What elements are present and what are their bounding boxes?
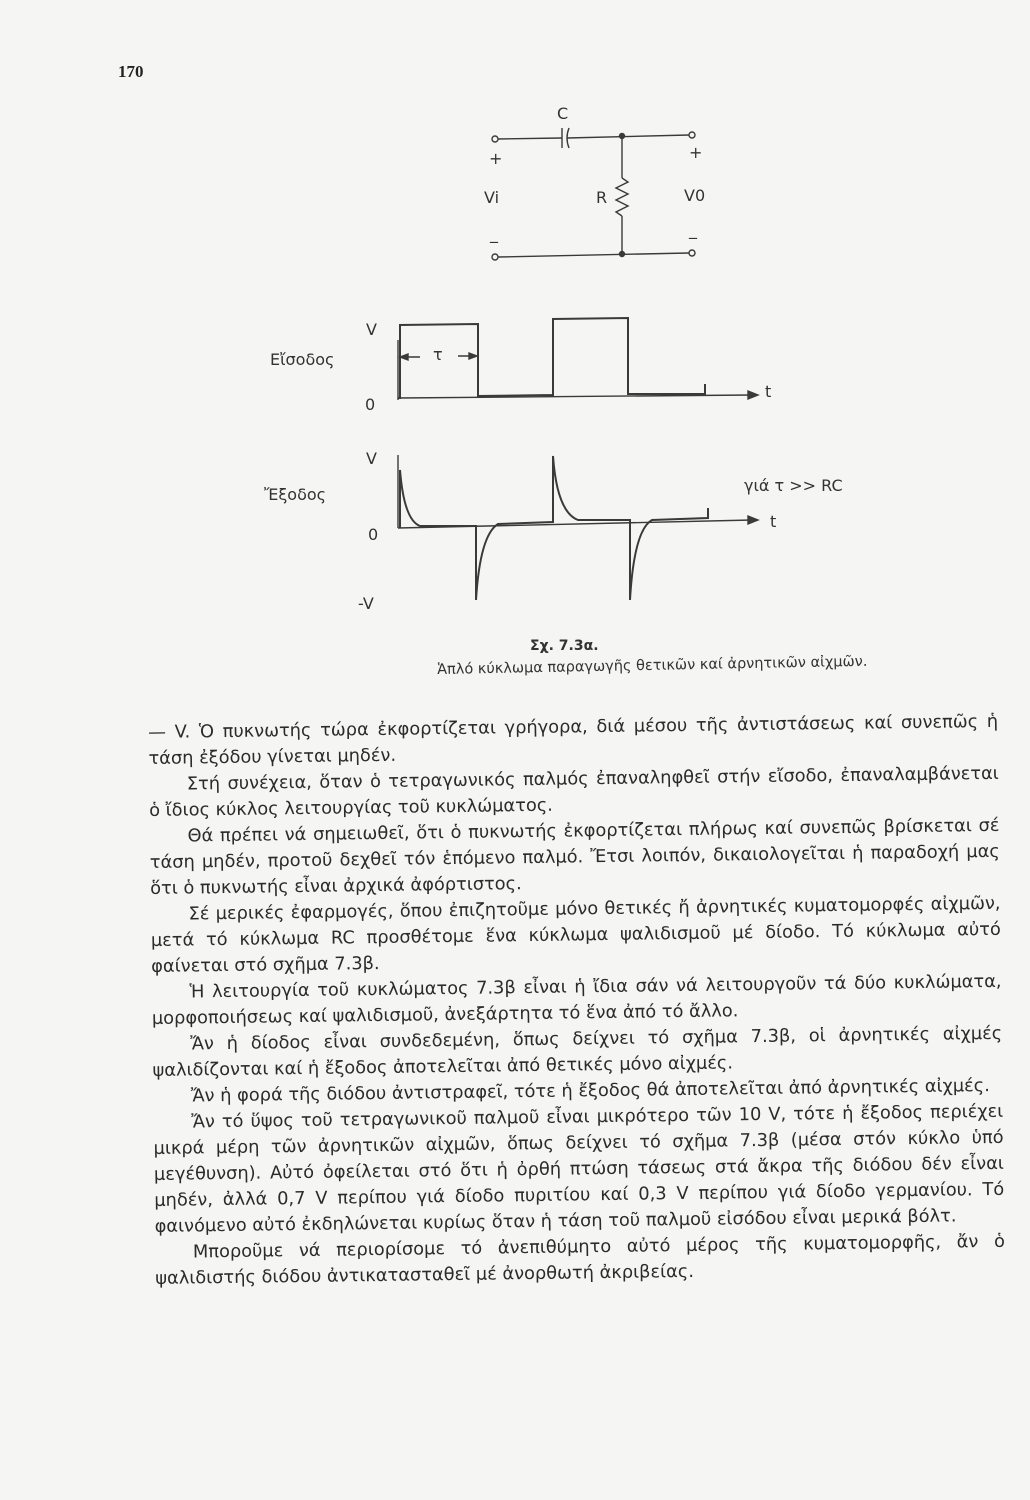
output-bottom-terminal — [689, 250, 695, 256]
output-minus-label: _ — [689, 220, 697, 239]
figure-drawing — [0, 0, 1030, 700]
input-t-arrow — [748, 391, 758, 399]
top-wire-left — [498, 138, 562, 139]
paragraph: Σέ μερικές ἐφαρμογές, ὅπου ἐπιζητοῦμε μόνο θετικές ἤ ἀρνητικές κυματομορφές αἰχμῶν, μετά τό κύκλωμα RC προσθέτομε ἕνα κύκλωμα ψαλιδισμοῦ μέ δίοδο. Τό κύκλωμα αὐτό φαίνεται στό σχῆμα 7.3β. — [150, 892, 1001, 977]
paragraph: Θά πρέπει νά σημειωθεῖ, ὅτι ὁ πυκνωτής ἐκφορτίζεται πλήρως καί συνεπῶς βρίσκεται σέ τάση μηδέν, προτοῦ δεχθεῖ τόν ἑπόμενο παλμό. Ἔτσι λοιπόν, δικαιολογεῖται ἡ παραδοχή μας ὅτι ὁ πυκνωτής εἶναι ἀρχικά ἀφόρτιστος. — [149, 814, 1000, 899]
figure-7-3a — [0, 0, 1030, 700]
tau-label: τ — [433, 345, 443, 364]
input-v-label: V — [366, 320, 377, 339]
paragraph: — V. Ὁ πυκνωτής τώρα ἐκφορτίζεται γρήγορα, διά μέσου τῆς ἀντιστάσεως καί συνεπῶς ἡ τάση ἐξόδου γίνεται μηδέν. — [148, 710, 999, 769]
input-minus-label: _ — [490, 224, 498, 243]
paragraph: Ἄν ἡ φορά τῆς διόδου ἀντιστραφεῖ, τότε ἡ ἔξοδος θά ἀποτελεῖται ἀπό ἀρνητικές αἰχμές. — [190, 1075, 990, 1107]
resistor-label: R — [596, 188, 608, 207]
input-square-wave — [398, 318, 705, 398]
capacitor-label: C — [557, 104, 569, 123]
paragraph: Στή συνέχεια, ὅταν ὁ τετραγωνικός παλμός ἐπαναληφθεῖ στήν εἴσοδο, ἐπαναλαμβάνεται ὁ ἴδιος κύκλος λειτουργίας τοῦ κυκλώματος. — [149, 762, 999, 821]
output-zero-label: 0 — [368, 525, 379, 544]
body-text — [148, 709, 1005, 1292]
output-waveform-label: Ἔξοδος — [264, 485, 327, 504]
output-spike-wave — [400, 456, 708, 600]
input-top-terminal — [492, 136, 498, 142]
tau-arrow-right — [469, 353, 477, 359]
input-bottom-terminal — [492, 254, 498, 260]
page-number: 170 — [118, 62, 144, 81]
input-t-label: t — [765, 382, 772, 401]
output-plus-label: + — [689, 143, 703, 162]
output-voltage-label: V0 — [684, 186, 706, 205]
output-top-terminal — [689, 132, 695, 138]
output-t-arrow — [748, 516, 758, 524]
figure-caption: Ἁπλό κύκλωμα παραγωγῆς θετικῶν καί ἀρνητικῶν αἰχμῶν. — [437, 653, 868, 678]
paragraph: Ἄν τό ὕψος τοῦ τετραγωνικοῦ παλμοῦ εἶναι μικρότερο τῶν 10 V, τότε ἡ ἔξοδος περιέχει μικρά μέρη τῶν ἀρνητικῶν αἰχμῶν, ὅπως δείχνει τό σχῆμα 7.3β (μέσα στόν κύκλο ὑπό μεγέθυνση). Αὐτό ὀφείλεται στό ὅτι ἡ ὀρθή πτώση τάσεως στά ἄκρα τῆς διόδου δέν εἶναι μηδέν, ἀλλά 0,7 V περίπου γιά δίοδο πυριτίου καί 0,3 V περίπου γιά δίοδο γερμανίου. Τό φαινόμενο αὐτό ἐκδηλώνεται κυρίως ὅταν ἡ τάση τοῦ παλμοῦ εἰσόδου εἶναι μερικά βόλτ. — [153, 1100, 1005, 1237]
output-v-label: V — [366, 449, 377, 468]
input-zero-label: 0 — [365, 395, 376, 414]
output-t-label: t — [770, 512, 777, 531]
input-waveform-label: Εἴσοδος — [270, 350, 335, 369]
bottom-wire — [498, 253, 689, 257]
paragraph: Μποροῦμε νά περιορίσομε τό ἀνεπιθύμητο αὐτό μέρος τῆς κυματομορφῆς, ἄν ὁ ψαλιδιστής διόδου ἀντικατασταθεῖ μέ ἀνορθωτή ἀκριβείας. — [155, 1230, 1006, 1289]
paragraph: Ἄν ἡ δίοδος εἶναι συνδεδεμένη, ὅπως δείχνει τό σχῆμα 7.3β, οἱ ἀρνητικές αἰχμές ψαλιδίζονται καί ἡ ἔξοδος ἀποτελεῖται ἀπό θετικές μόνο αἰχμές. — [152, 1022, 1003, 1081]
tau-arrow-left — [400, 354, 408, 360]
output-neg-v-label: -V — [358, 594, 374, 613]
figure-number: Σχ. 7.3α. — [530, 638, 599, 654]
resistor — [616, 178, 628, 216]
paragraph: Ἡ λειτουργία τοῦ κυκλώματος 7.3β εἶναι ἡ ἴδια σάν νά λειτουργοῦν τά δύο κυκλώματα, μορφοποιήσεως καί ψαλιδισμοῦ, ἀνεξάρτητα τό ἕνα ἀπό τό ἄλλο. — [151, 970, 1002, 1029]
top-wire-right — [567, 135, 689, 138]
input-t-axis — [398, 395, 752, 398]
input-plus-label: + — [489, 149, 503, 168]
input-voltage-label: Vi — [484, 188, 500, 207]
condition-label: γιά τ >> RC — [744, 476, 843, 495]
